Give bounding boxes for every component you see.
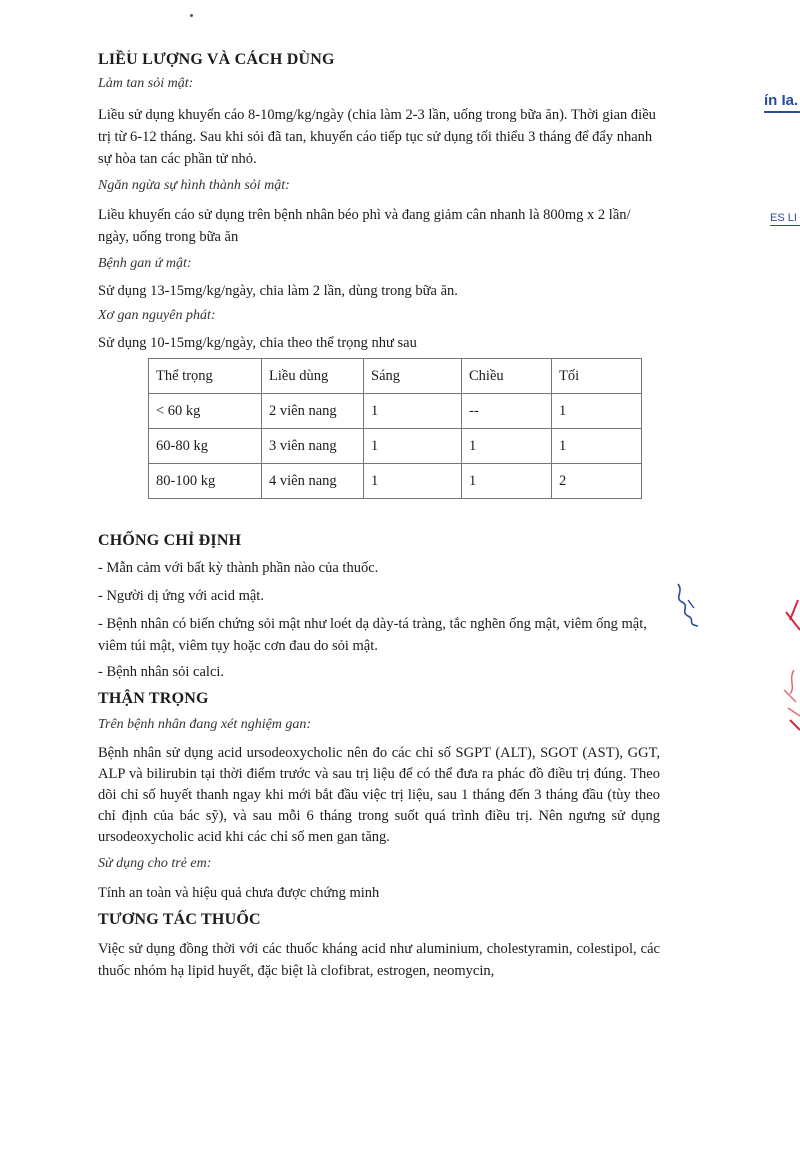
paragraph-prevent: Liều khuyến cáo sử dụng trên bệnh nhân béo phì và đang giảm cân nhanh là 800mg x 2 lần/ ngày, uống trong bữa ăn (98, 207, 631, 245)
stamp-fragment-mid (770, 212, 800, 226)
table-header-row (149, 359, 642, 394)
table-cell: 1 (364, 429, 462, 464)
section-title-dosage: LIỀU LƯỢNG VÀ CÁCH DÙNG (98, 51, 335, 68)
paragraph-interactions: Việc sử dụng đồng thời với các thuốc kháng acid như aluminium, cholestyramin, colestipol, các thuốc nhóm hạ lipid huyết, đặc biệt là clofibrat, estrogen, neomycin, (98, 941, 660, 979)
subheading-cirrhosis: Xơ gan nguyên phát: (98, 308, 216, 323)
subheading-cholestasis: Bệnh gan ứ mật: (98, 256, 192, 271)
table-cell: 60-80 kg (149, 429, 262, 464)
section-title-precautions: THẬN TRỌNG (98, 690, 209, 707)
speck (190, 14, 193, 17)
table-row (149, 429, 642, 464)
list-item: - Người dị ứng với acid mật. (98, 588, 264, 604)
table-cell: 1 (364, 394, 462, 429)
subheading-liver-tests: Trên bệnh nhân đang xét nghiệm gan: (98, 717, 312, 732)
section-title-contraindications: CHỐNG CHỈ ĐỊNH (98, 532, 242, 549)
header-cell: Thể trọng (149, 359, 262, 394)
stamp-text: ES LI (770, 212, 797, 224)
list-item: - Bệnh nhân có biến chứng sỏi mật như loét dạ dày-tá tràng, tắc nghẽn ống mật, viêm ống mật, viêm túi mật, viêm tụy hoặc cơn đau do sỏi mật. (98, 616, 647, 654)
header-cell: Tối (552, 359, 642, 394)
table-cell: 1 (462, 464, 552, 499)
header-cell: Sáng (364, 359, 462, 394)
table-cell: 1 (552, 429, 642, 464)
stamp-underline (764, 111, 800, 113)
header-cell: Chiều (462, 359, 552, 394)
section-title-interactions: TƯƠNG TÁC THUỐC (98, 911, 261, 928)
paragraph-cirrhosis: Sử dụng 10-15mg/kg/ngày, chia theo thể trọng như sau (98, 335, 417, 351)
header-cell: Liều dùng (262, 359, 364, 394)
table-cell: 2 viên nang (262, 394, 364, 429)
subheading-dissolve: Làm tan sỏi mật: (98, 76, 194, 91)
dosage-table (148, 358, 642, 499)
table-cell: 3 viên nang (262, 429, 364, 464)
table-cell: 80-100 kg (149, 464, 262, 499)
list-item: - Bệnh nhân sỏi calci. (98, 664, 225, 680)
stamp-underline (770, 225, 800, 226)
table-cell: < 60 kg (149, 394, 262, 429)
initials-signature (668, 580, 708, 630)
red-stamp-edge (760, 590, 800, 750)
table-cell: -- (462, 394, 552, 429)
table-cell: 1 (552, 394, 642, 429)
subheading-prevent: Ngăn ngừa sự hình thành sỏi mật: (98, 178, 290, 193)
stamp-text: ín Ia. (764, 92, 799, 109)
paragraph-children: Tính an toàn và hiệu quả chưa được chứng minh (98, 885, 380, 901)
document-page (98, 44, 660, 982)
paragraph-liver-tests: Bệnh nhân sử dụng acid ursodeoxycholic nên đo các chỉ số SGPT (ALT), SGOT (AST), GGT, ALP và bilirubin tại thời điểm trước và sau trị liệu để có thể đưa ra phác đồ điều trị đúng. Theo dõi chỉ số huyết thanh ngay khi mới bắt đầu việc trị liệu, sau 1 tháng đến 3 tháng đầu (tùy theo chỉ định của bác sỹ), và sau mỗi 6 tháng trong suốt quá trình điều trị. Nên ngưng sử dụng ursodeoxycholic acid khi các chỉ số men gan tăng. (98, 745, 660, 845)
list-item: - Mẫn cảm với bất kỳ thành phần nào của thuốc. (98, 560, 379, 576)
table-cell: 1 (462, 429, 552, 464)
table-cell: 2 (552, 464, 642, 499)
subheading-children: Sử dụng cho trẻ em: (98, 856, 212, 871)
paragraph-cholestasis: Sử dụng 13-15mg/kg/ngày, chia làm 2 lần, dùng trong bữa ăn. (98, 283, 458, 299)
table-row (149, 464, 642, 499)
table-row (149, 394, 642, 429)
table-cell: 4 viên nang (262, 464, 364, 499)
stamp-fragment-top (764, 92, 800, 113)
paragraph-dissolve: Liều sử dụng khuyến cáo 8-10mg/kg/ngày (chia làm 2-3 lần, uống trong bữa ăn). Thời gian điều trị từ 6-12 tháng. Sau khi sỏi đã tan, khuyến cáo tiếp tục sử dụng tối thiểu 3 tháng để đẩy nhanh sự hòa tan các phần tử nhỏ. (98, 107, 656, 167)
table-cell: 1 (364, 464, 462, 499)
